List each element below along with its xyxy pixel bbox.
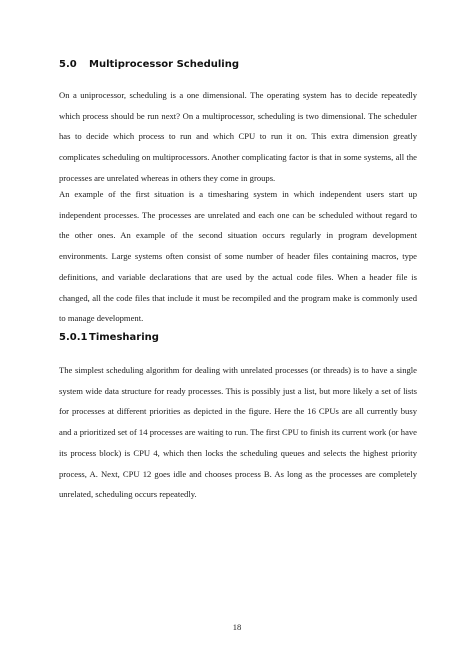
body-paragraph: An example of the first situation is a timesharing system in which independent users start up independent processes. The processes are unrelated and each one can be scheduled without regard to the other ones. An example of the second situation occurs regularly in program development environments. Large systems often consist of some number of header files containing macros, type definitions, and variable declarations that are used by the actual code files. When a header file is changed, all the code files that include it must be recompiled and the program make is commonly used to manage development. <box>59 189 417 324</box>
page-number: 18 <box>232 622 242 632</box>
section-number: 5.0 <box>59 59 77 70</box>
subsection-heading <box>59 332 159 343</box>
section-heading <box>59 59 239 70</box>
section-title: Multiprocessor Scheduling <box>89 59 240 70</box>
subsection-title: Timesharing <box>89 332 159 343</box>
body-paragraph: On a uniprocessor, scheduling is a one dimensional. The operating system has to decide repeatedly which process should be run next? On a multiprocessor, scheduling is two dimensional. The scheduler has to decide which process to run and which CPU to run it on. This extra dimension greatly complicates scheduling on multiprocessors. Another complicating factor is that in some systems, all the processes are unrelated whereas in others they come in groups. <box>59 90 417 183</box>
subsection-number: 5.0.1 <box>59 332 88 343</box>
body-paragraph: The simplest scheduling algorithm for dealing with unrelated processes (or threads) is to have a single system wide data structure for ready processes. This is possibly just a list, but more likely a set of lists for processes at different priorities as depicted in the figure. Here the 16 CPUs are all currently busy and a prioritized set of 14 processes are waiting to run. The first CPU to finish its current work (or have its process block) is CPU 4, which then locks the scheduling queues and selects the highest priority process, A. Next, CPU 12 goes idle and chooses process B. As long as the processes are completely unrelated, scheduling occurs repeatedly. <box>59 365 417 500</box>
